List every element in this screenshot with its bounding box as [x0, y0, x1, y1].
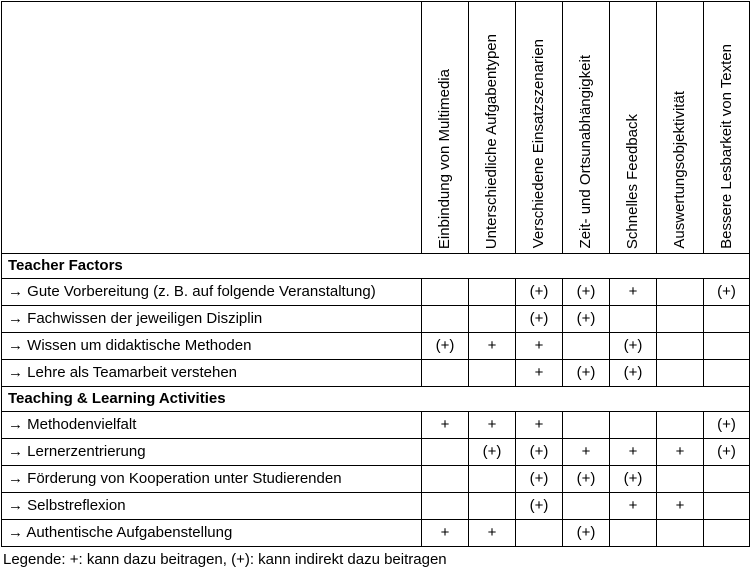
- section-label: Teaching & Learning Activities: [2, 387, 750, 412]
- matrix-cell: (+): [422, 333, 469, 360]
- matrix-cell: (+): [610, 466, 657, 493]
- legend-text: Legende: +: kann dazu beitragen, (+): kann indirekt dazu beitragen: [3, 551, 447, 568]
- matrix-cell: (+): [516, 306, 563, 333]
- table-row: [2, 306, 750, 333]
- matrix-cell: [469, 360, 516, 387]
- column-header-label: Einbindung von Multimedia: [436, 68, 454, 249]
- matrix-cell: [704, 520, 750, 547]
- row-label: → Gute Vorbereitung (z. B. auf folgende Veranstaltung): [2, 279, 422, 306]
- matrix-cell: [704, 493, 750, 520]
- matrix-cell: [657, 520, 704, 547]
- matrix-cell: [610, 412, 657, 439]
- matrix-cell: (+): [610, 333, 657, 360]
- table-row: [2, 493, 750, 520]
- matrix-cell: +: [516, 333, 563, 360]
- matrix-cell: (+): [516, 279, 563, 306]
- matrix-cell: [657, 412, 704, 439]
- matrix-cell: (+): [563, 360, 610, 387]
- matrix-cell: +: [422, 412, 469, 439]
- matrix-cell: [704, 333, 750, 360]
- column-header-label: Verschiedene Einsatzszenarien: [530, 39, 548, 249]
- column-header: [422, 2, 469, 254]
- matrix-cell: [704, 306, 750, 333]
- matrix-cell: (+): [563, 279, 610, 306]
- matrix-cell: (+): [704, 439, 750, 466]
- matrix-cell: [610, 306, 657, 333]
- matrix-cell: [563, 493, 610, 520]
- column-header: [563, 2, 610, 254]
- matrix-cell: [422, 279, 469, 306]
- matrix-cell: (+): [704, 412, 750, 439]
- column-header-label: Unterschiedliche Aufgabentypen: [483, 33, 501, 249]
- matrix-cell: +: [469, 520, 516, 547]
- corner-cell: [2, 2, 422, 254]
- matrix-cell: [516, 520, 563, 547]
- matrix-cell: (+): [516, 493, 563, 520]
- column-header: [469, 2, 516, 254]
- column-header: [657, 2, 704, 254]
- column-header: [516, 2, 563, 254]
- matrix-cell: +: [469, 412, 516, 439]
- matrix-cell: +: [657, 493, 704, 520]
- table-row: [2, 466, 750, 493]
- matrix-cell: +: [657, 439, 704, 466]
- matrix-cell: +: [422, 520, 469, 547]
- matrix-cell: [610, 520, 657, 547]
- header-row: [2, 2, 750, 254]
- matrix-cell: [469, 493, 516, 520]
- matrix-cell: (+): [516, 439, 563, 466]
- benefits-matrix-table: [1, 1, 750, 547]
- column-header: [610, 2, 657, 254]
- matrix-cell: [469, 466, 516, 493]
- matrix-cell: [563, 333, 610, 360]
- row-label: → Lehre als Teamarbeit verstehen: [2, 360, 422, 387]
- row-label: → Methodenvielfalt: [2, 412, 422, 439]
- matrix-cell: [422, 306, 469, 333]
- row-label: → Lernerzentrierung: [2, 439, 422, 466]
- row-label: → Authentische Aufgabenstellung: [2, 520, 422, 547]
- matrix-cell: +: [610, 439, 657, 466]
- table-row: [2, 279, 750, 306]
- matrix-cell: (+): [563, 306, 610, 333]
- table-row: [2, 412, 750, 439]
- matrix-cell: (+): [563, 520, 610, 547]
- matrix-cell: (+): [704, 279, 750, 306]
- matrix-cell: [469, 306, 516, 333]
- matrix-cell: [422, 439, 469, 466]
- row-label: → Wissen um didaktische Methoden: [2, 333, 422, 360]
- matrix-cell: (+): [469, 439, 516, 466]
- matrix-cell: [704, 466, 750, 493]
- row-label: → Selbstreflexion: [2, 493, 422, 520]
- matrix-cell: [657, 333, 704, 360]
- matrix-cell: [422, 360, 469, 387]
- matrix-cell: +: [516, 412, 563, 439]
- section-row: [2, 254, 750, 279]
- matrix-cell: [657, 360, 704, 387]
- matrix-cell: [657, 466, 704, 493]
- matrix-cell: +: [516, 360, 563, 387]
- matrix-cell: +: [469, 333, 516, 360]
- matrix-cell: [657, 279, 704, 306]
- matrix-cell: (+): [610, 360, 657, 387]
- row-label: → Fachwissen der jeweiligen Disziplin: [2, 306, 422, 333]
- matrix-cell: [422, 493, 469, 520]
- column-header-label: Auswertungsobjektivität: [671, 91, 689, 249]
- matrix-cell: [469, 279, 516, 306]
- table-row: [2, 520, 750, 547]
- matrix-cell: +: [610, 279, 657, 306]
- matrix-cell: (+): [516, 466, 563, 493]
- table-row: [2, 333, 750, 360]
- column-header-label: Schnelles Feedback: [624, 113, 642, 249]
- matrix-cell: (+): [563, 466, 610, 493]
- matrix-cell: +: [563, 439, 610, 466]
- column-header: [704, 2, 750, 254]
- matrix-cell: [422, 466, 469, 493]
- matrix-cell: [563, 412, 610, 439]
- matrix-cell: +: [610, 493, 657, 520]
- section-row: [2, 387, 750, 412]
- row-label: → Förderung von Kooperation unter Studierenden: [2, 466, 422, 493]
- table-row: [2, 439, 750, 466]
- matrix-cell: [704, 360, 750, 387]
- section-label: Teacher Factors: [2, 254, 750, 279]
- column-header-label: Zeit- und Ortsunabhängigkeit: [577, 55, 595, 249]
- matrix-cell: [657, 306, 704, 333]
- column-header-label: Bessere Lesbarkeit von Texten: [717, 43, 735, 249]
- table-row: [2, 360, 750, 387]
